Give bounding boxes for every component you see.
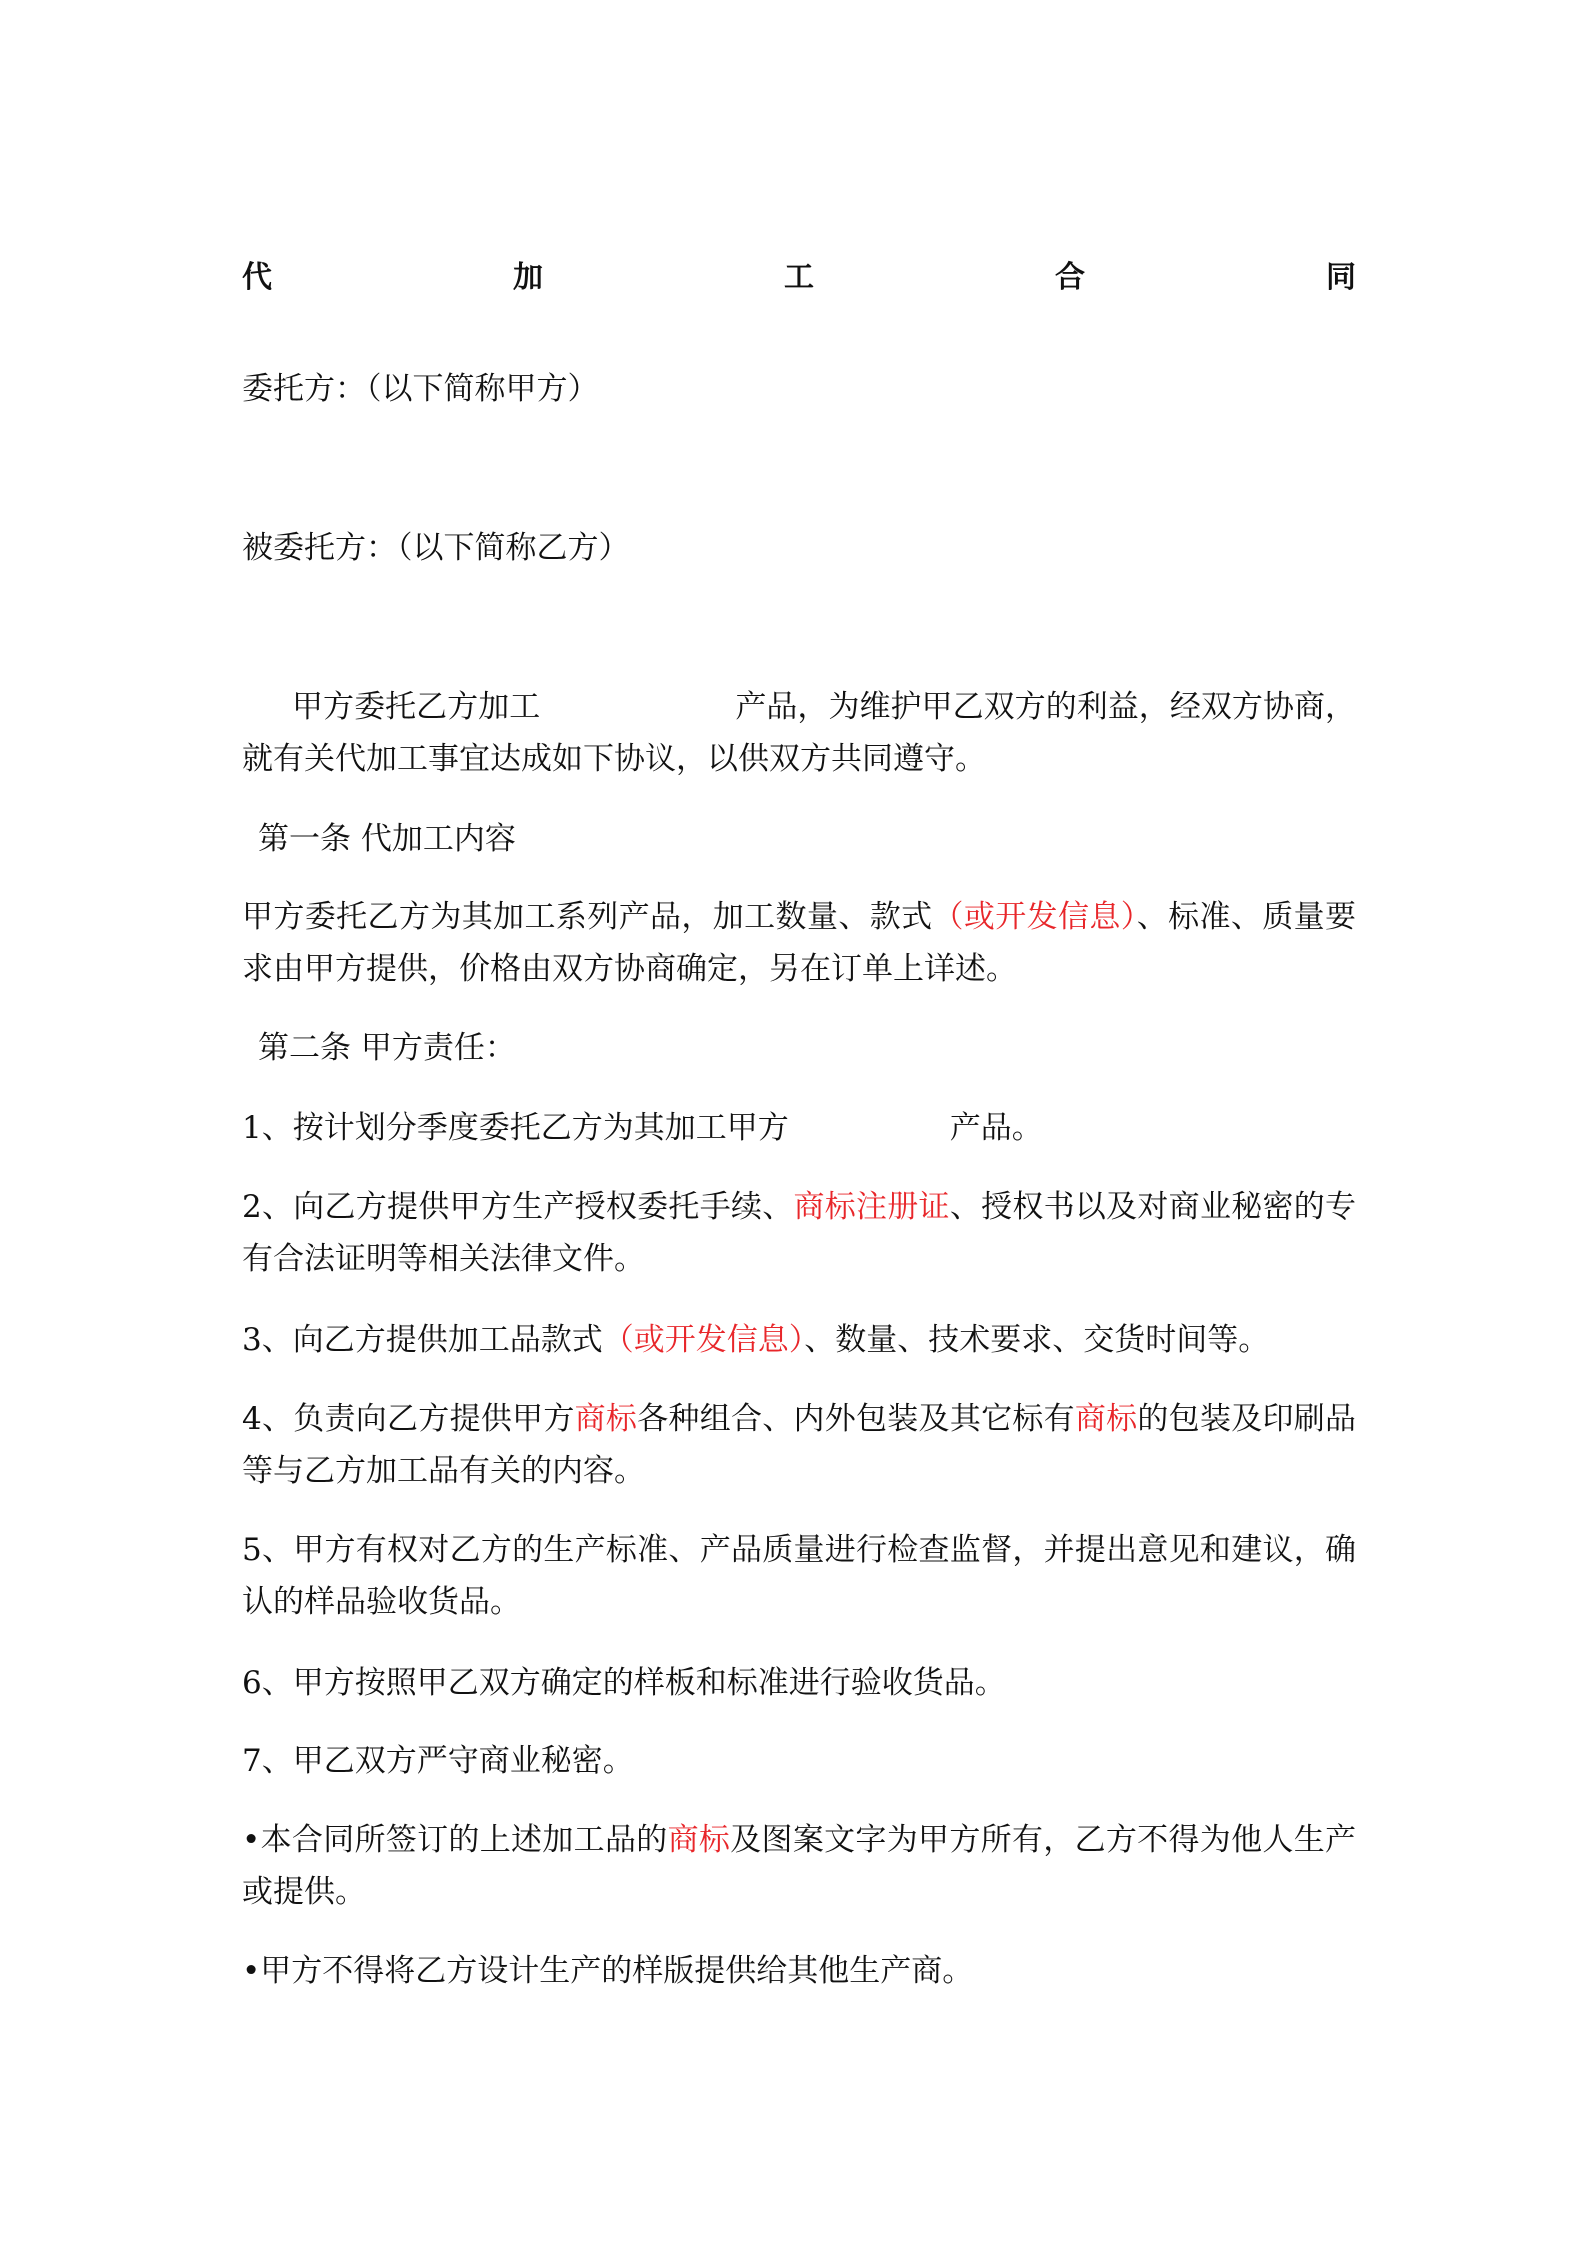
article1-heading: 第一条 代加工内容 xyxy=(258,821,516,857)
text: 、标准、质量要求由甲方提供，价格由双方协商确定，另在订单上详述。 xyxy=(242,899,1357,987)
text: 1、按计划分季度委托乙方为其加工甲方 xyxy=(242,1110,789,1146)
highlight-text: 商标注册证 xyxy=(793,1189,950,1225)
title-char: 工 xyxy=(784,260,814,295)
article2-heading: 第二条 甲方责任： xyxy=(258,1030,516,1066)
text: 的包装及印刷品等与乙方加工品有关的内容。 xyxy=(242,1401,1357,1489)
title-char: 同 xyxy=(1326,260,1356,295)
text: 甲方委托乙方为其加工系列产品，加工数量、款式 xyxy=(242,899,933,935)
title-char: 合 xyxy=(1055,260,1085,295)
text: 各种组合、内外包装及其它标有 xyxy=(637,1401,1075,1437)
text: 产品。 xyxy=(949,1110,1043,1146)
item-5: 5、甲方有权对乙方的生产标准、产品质量进行检查监督，并提出意见和建议，确认的样品验收货品。 xyxy=(242,1532,1356,1620)
highlight-text: 商标 xyxy=(1074,1401,1138,1437)
highlight-text: （或开发信息） xyxy=(602,1322,805,1358)
item-1 xyxy=(242,1102,1356,1154)
text: 2、向乙方提供甲方生产授权委托手续、 xyxy=(242,1189,794,1225)
bullet-1 xyxy=(242,1814,1356,1918)
text: 、授权书以及对商业秘密的专有合法证明等相关法律文件。 xyxy=(242,1189,1357,1277)
highlight-text: 商标 xyxy=(667,1822,731,1858)
intro-text: 甲方委托乙方加工 xyxy=(292,689,541,725)
bullet-2: •甲方不得将乙方设计生产的样版提供给其他生产商。 xyxy=(242,1953,974,1989)
item-4 xyxy=(242,1393,1356,1497)
text: 及图案文字为甲方所有，乙方不得为他人生产或提供。 xyxy=(242,1822,1357,1910)
text: 、数量、技术要求、交货时间等。 xyxy=(804,1322,1270,1358)
text: •本合同所签订的上述加工品的 xyxy=(242,1822,668,1858)
item-2 xyxy=(242,1181,1356,1285)
article1-body xyxy=(242,891,1356,995)
intro-paragraph xyxy=(242,681,1356,785)
item-7: 7、甲乙双方严守商业秘密。 xyxy=(242,1743,634,1779)
highlight-text: 商标 xyxy=(574,1401,638,1437)
document-title xyxy=(242,252,1356,304)
item-6: 6、甲方按照甲乙双方确定的样板和标准进行验收货品。 xyxy=(242,1665,1006,1701)
title-char: 代 xyxy=(242,260,272,295)
item-3 xyxy=(242,1314,1356,1366)
intro-text: 产品，为维护甲乙双方的利益，经双方协商，就有关代加工事宜达成如下协议，以供双方共同遵守。 xyxy=(242,689,1357,777)
client-line: 委托方：（以下简称甲方） xyxy=(242,371,599,407)
title-char: 加 xyxy=(513,260,543,295)
text: 4、负责向乙方提供甲方 xyxy=(242,1401,575,1437)
contractor-line: 被委托方：（以下简称乙方） xyxy=(242,530,630,566)
highlight-text: （或开发信息） xyxy=(932,899,1137,935)
text: 3、向乙方提供加工品款式 xyxy=(242,1322,603,1358)
